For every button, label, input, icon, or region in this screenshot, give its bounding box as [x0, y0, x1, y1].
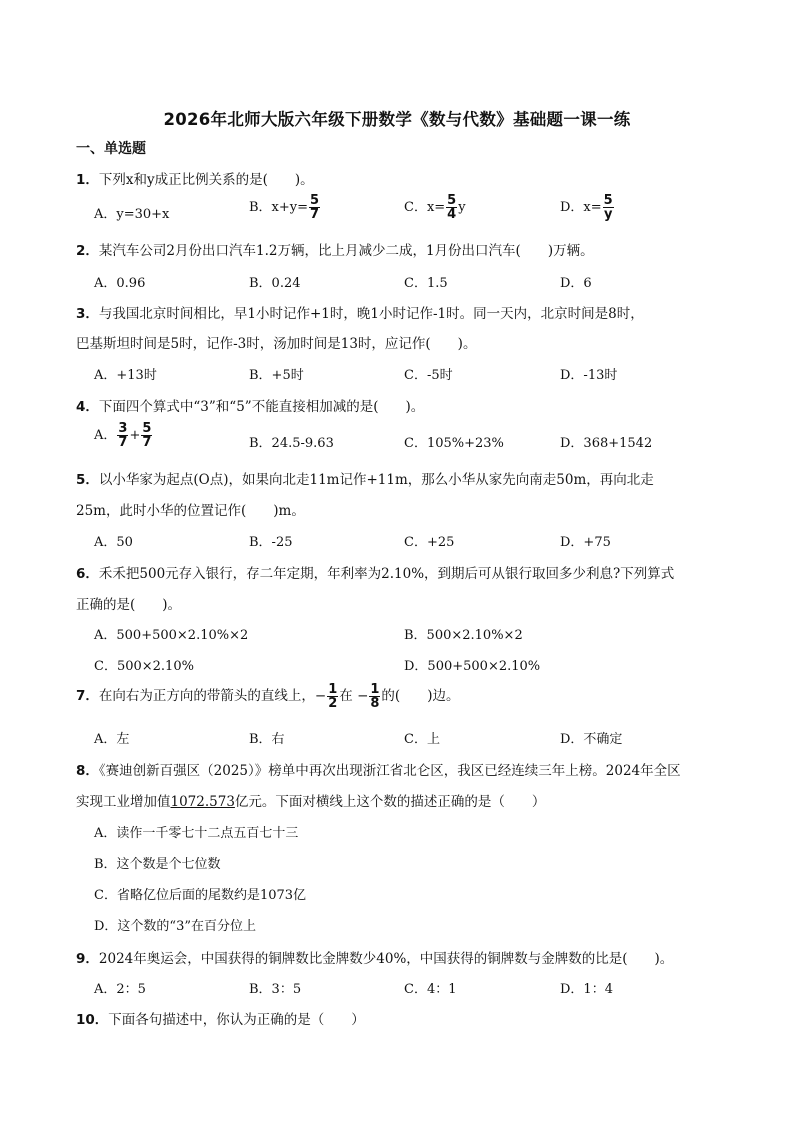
question-text-line-1: 《赛迪创新百强区（2025）》榜单中再次出现浙江省北仑区，我区已经连续三年上榜。2024年全区	[98, 763, 681, 779]
option-c: C．1.5	[404, 276, 448, 291]
option-d: D．368+1542	[560, 436, 653, 451]
option-d: D．1：4	[560, 982, 613, 997]
option-a: A．读作一千零七十二点五百七十三	[94, 826, 299, 841]
question-3-line-2: 巴基斯坦时间是5时，记作-3时，汤加时间是13时，应记作( )。	[76, 336, 477, 352]
option-b: B．x+y= $\frac{5}{7}$	[249, 193, 320, 222]
option-b: B．500×2.10%×2	[404, 628, 523, 643]
question-2: 2．某汽车公司2月份出口汽车1.2万辆，比上月减少二成，1月份出口汽车( )万辆。	[76, 243, 594, 259]
option-c: C．省略亿位后面的尾数约是1073亿	[94, 888, 307, 903]
option-b: B．-25	[249, 535, 293, 550]
option-a: A．y=30+x	[94, 207, 170, 222]
option-b: B．右	[249, 732, 285, 747]
fraction: $\frac{5}{4}$	[447, 193, 457, 222]
question-3: 3．与我国北京时间相比，早1小时记作+1时，晚1小时记作-1时。同一天内，北京时间是8时，	[76, 306, 644, 322]
option-c: C．500×2.10%	[94, 659, 194, 674]
question-6: 6．禾禾把500元存入银行，存二年定期，年利率为2.10%，到期后可从银行取回多少利息?下列算式	[76, 566, 675, 582]
question-6-line-2: 正确的是( )。	[76, 597, 182, 613]
option-d: D．不确定	[560, 732, 623, 747]
question-number: 1．	[76, 172, 99, 188]
option-d: D．+75	[560, 535, 611, 550]
fraction: $\frac{5}{7}$	[142, 421, 152, 450]
question-text: 下面四个算式中“3”和“5”不能直接相加减的是( )。	[98, 399, 425, 415]
question-7: 7．在向右为正方向的带箭头的直线上，− $\frac{1}{2}$ 在 − $\frac{1}{8}$ 的( )边。	[76, 682, 460, 711]
option-b: B．0.24	[249, 276, 301, 291]
question-8: 8．《赛迪创新百强区（2025）》榜单中再次出现浙江省北仑区，我区已经连续三年上榜。2024年全区	[76, 763, 681, 779]
option-c: C．+25	[404, 535, 455, 550]
question-4: 4．下面四个算式中“3”和“5”不能直接相加减的是( )。	[76, 399, 425, 415]
option-b: B．这个数是个七位数	[94, 857, 221, 872]
option-a: A．50	[94, 535, 133, 550]
question-text: 下面各句描述中，你认为正确的是（ ）	[108, 1012, 365, 1028]
option-a: A．左	[94, 732, 130, 747]
question-1	[76, 168, 314, 188]
fraction: $\frac{1}{2}$	[328, 682, 338, 711]
option-c: C．4：1	[404, 982, 457, 997]
question-5-line-2: 25m，此时小华的位置记作( )m。	[76, 503, 305, 519]
question-9: 9．2024年奥运会，中国获得的铜牌数比金牌数少40%，中国获得的铜牌数与金牌数的比是( )。	[76, 951, 674, 967]
option-a: A．2：5	[94, 982, 146, 997]
option-b: B．+5时	[249, 368, 304, 383]
option-a: A．500+500×2.10%×2	[94, 628, 249, 643]
fraction: $\frac{3}{7}$	[118, 421, 128, 450]
question-5: 5．以小华家为起点(O点)，如果向北走11m记作+11m，那么小华从家先向南走50m，再向北走	[76, 472, 654, 488]
section-heading: 一、单选题	[76, 141, 146, 157]
option-d: D．这个数的“3”在百分位上	[94, 919, 256, 934]
question-text: 某汽车公司2月份出口汽车1.2万辆，比上月减少二成，1月份出口汽车( )万辆。	[98, 243, 594, 259]
option-d: D．6	[560, 276, 592, 291]
fraction: $\frac{5}{7}$	[310, 193, 320, 222]
question-10: 10．下面各句描述中，你认为正确的是（ ）	[76, 1012, 365, 1028]
fraction: $\frac{5}{y}$	[603, 193, 613, 222]
option-c: C．x= $\frac{5}{4}$ y	[404, 193, 466, 222]
option-b: B．24.5-9.63	[249, 436, 334, 451]
option-b: B．3：5	[249, 982, 302, 997]
option-c: C．上	[404, 732, 440, 747]
question-text-line-1: 禾禾把500元存入银行，存二年定期，年利率为2.10%，到期后可从银行取回多少利息?下列算式	[98, 566, 675, 582]
question-text-line-1: 与我国北京时间相比，早1小时记作+1时，晚1小时记作-1时。同一天内，北京时间是8时，	[98, 306, 644, 322]
question-text-line-1: 以小华家为起点(O点)，如果向北走11m记作+11m，那么小华从家先向南走50m，再向北走	[98, 472, 654, 488]
option-d: D．x= $\frac{5}{y}$	[560, 193, 613, 222]
page-title: 2026年北师大版六年级下册数学《数与代数》基础题一课一练	[163, 110, 631, 129]
option-a: A．0.96	[94, 276, 146, 291]
fraction: $\frac{1}{8}$	[370, 682, 380, 711]
question-text: 2024年奥运会，中国获得的铜牌数比金牌数少40%，中国获得的铜牌数与金牌数的比是( )。	[98, 951, 674, 967]
option-a: A．+13时	[94, 368, 157, 383]
option-a: A． $\frac{3}{7}$ + $\frac{5}{7}$	[94, 421, 152, 450]
option-c: C．105%+23%	[404, 436, 504, 451]
underlined-number: 1072.573	[170, 794, 235, 810]
option-c: C．-5时	[404, 368, 453, 383]
option-d: D．500+500×2.10%	[404, 659, 541, 674]
option-d: D．-13时	[560, 368, 618, 383]
question-text: 下列x和y成正比例关系的是( )。	[98, 172, 314, 188]
question-8-line-2: 实现工业增加值1072.573亿元。下面对横线上这个数的描述正确的是（ ）	[76, 794, 546, 810]
